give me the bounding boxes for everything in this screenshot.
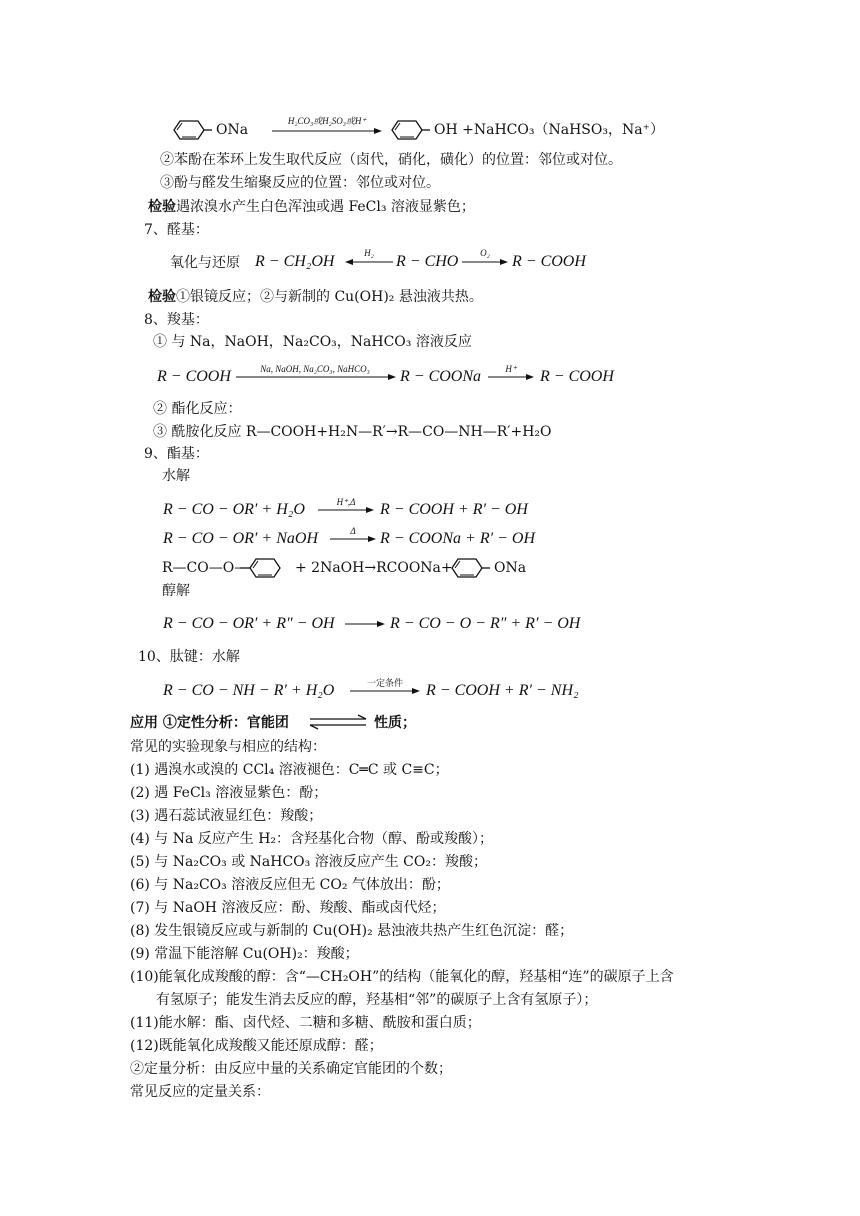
reagent-label: 一定条件: [366, 678, 403, 688]
test-text: 遇浓溴水产生白色浑浊或遇 FeCl₃ 溶液显紫色；: [176, 199, 475, 215]
reagent-label: Δ: [350, 526, 356, 536]
phenoxide-label: ONa: [216, 122, 249, 138]
text-line: ②定量分析：由反应中量的关系确定官能团的个数；: [130, 1061, 452, 1077]
application-heading: 性质；: [374, 715, 416, 731]
reaction-arrow-icon: [488, 372, 534, 382]
equation-term: + 2NaOH→RCOONa+: [295, 560, 453, 576]
reverse-arrow-icon: [345, 257, 393, 267]
equation-term: R − COOH: [512, 253, 586, 270]
reaction-arrow-icon: [318, 505, 374, 515]
reagent-label: Na, NaOH, Na₂CO₃, NaHCO₃: [260, 364, 370, 374]
equation-term: R − COOH + R′ − NH₂: [426, 682, 579, 699]
equation-term: R − CO − OR′ + NaOH: [163, 530, 318, 547]
equation-term: R − COONa + R′ − OH: [380, 530, 535, 547]
list-item: (9) 常温下能溶解 Cu(OH)₂：羧酸；: [130, 946, 359, 962]
list-item: (12)既能氧化成羧酸又能还原成醇：醛；: [130, 1038, 383, 1054]
list-item: (1) 遇溴水或溴的 CCl₄ 溶液褪色：C═C 或 C≡C；: [130, 762, 449, 778]
text-line: ③ 酰胺化反应 R—COOH+H₂N—R′→R—CO—NH—R′+H₂O: [153, 424, 552, 440]
list-item: (5) 与 Na₂CO₃ 或 NaHCO₃ 溶液反应产生 CO₂：羧酸；: [130, 854, 487, 870]
test-heading: 检验: [148, 289, 176, 305]
text-line: ③酚与醛发生缩聚反应的位置：邻位或对位。: [160, 175, 440, 191]
equilibrium-arrow-icon: [308, 715, 368, 729]
reaction-arrow-icon: [236, 372, 396, 382]
list-item: (6) 与 Na₂CO₃ 溶液反应但无 CO₂ 气体放出：酚；: [130, 877, 450, 893]
equation-term: R—CO—O—: [162, 560, 249, 576]
equation-label: 氧化与还原: [170, 255, 240, 271]
list-item: (8) 发生银镜反应或与新制的 Cu(OH)₂ 悬浊液共热产生红色沉淀：醛；: [130, 923, 574, 939]
phenol-product: OH +NaHCO₃（NaHSO₃，Na⁺）: [434, 122, 664, 138]
reagent-label: H⁺: [505, 364, 517, 374]
list-item: (3) 遇石蕊试液显红色：羧酸；: [130, 808, 323, 824]
text-line: ②苯酚在苯环上发生取代反应（卤代，硝化，磺化）的位置：邻位或对位。: [160, 152, 622, 168]
reagent-label: H₂CO₃或H₂SO₃或H⁺: [287, 116, 367, 126]
list-item: (10)能氧化成羧酸的醇：含“—CH₂OH”的结构（能氧化的醇，羟基相“连”的碳原子上含: [130, 969, 674, 985]
reaction-arrow-icon: [345, 619, 385, 629]
section-heading: 9、酯基：: [144, 446, 209, 462]
equation-term: R − CO − NH − R′ + H₂O: [163, 682, 335, 699]
equation-term: R − CO − O − R″ + R′ − OH: [390, 615, 581, 632]
application-heading: 应用 ①定性分析：官能团: [130, 715, 289, 731]
benzene-ring-icon: [240, 558, 284, 578]
equation-term: R − CO − OR′ + H₂O: [163, 501, 305, 518]
benzene-ring-icon: [386, 120, 426, 140]
reaction-arrow-icon: [272, 126, 382, 136]
benzene-ring-icon: [446, 558, 486, 578]
reagent-label: H₂: [364, 248, 374, 258]
sub-heading: 醇解: [162, 583, 190, 599]
equation-term: R − COOH + R′ − OH: [380, 501, 528, 518]
section-heading: 10、肽键：水解: [138, 649, 240, 665]
section-heading: 7、醛基：: [144, 222, 209, 238]
section-heading: 8、羧基：: [144, 312, 209, 328]
list-item: (11)能水解：酯、卤代烃、二糖和多糖、酰胺和蛋白质；: [130, 1015, 481, 1031]
reaction-arrow-icon: [330, 534, 376, 544]
text-line: ② 酯化反应：: [153, 401, 242, 417]
test-line: [148, 287, 483, 307]
equation-term: R − COONa: [400, 368, 482, 385]
reagent-label: O₂: [480, 248, 490, 258]
reaction-arrow-icon: [462, 257, 508, 267]
equation-term: R − COOH: [157, 368, 231, 385]
benzene-ring-icon: [168, 120, 208, 140]
equation-term: ONa: [494, 560, 527, 576]
equation-term: R − CH₂OH: [255, 253, 335, 270]
test-heading: 检验: [148, 199, 176, 215]
test-text: ①银镜反应；②与新制的 Cu(OH)₂ 悬浊液共热。: [176, 289, 483, 305]
equation-term: R − CHO: [396, 253, 459, 270]
sub-heading: 水解: [162, 468, 190, 484]
list-item: (4) 与 Na 反应产生 H₂：含羟基化合物（醇、酚或羧酸）；: [130, 831, 494, 847]
equation-term: R − CO − OR′ + R″ − OH: [163, 615, 335, 632]
text-line: 常见的实验现象与相应的结构：: [130, 739, 326, 755]
reagent-label: H⁺,Δ: [336, 497, 356, 507]
list-item: (7) 与 NaOH 溶液反应：酚、羧酸、酯或卤代烃；: [130, 900, 446, 916]
list-item: (2) 遇 FeCl₃ 溶液显紫色：酚；: [130, 785, 328, 801]
list-item: 有氢原子；能发生消去反应的醇，羟基相“邻”的碳原子上含有氢原子）；: [156, 992, 598, 1008]
test-line: [148, 197, 475, 217]
reaction-arrow-icon: [350, 686, 420, 696]
equation-term: R − COOH: [540, 368, 614, 385]
text-line: 常见反应的定量关系：: [130, 1084, 270, 1100]
text-line: ① 与 Na，NaOH，Na₂CO₃，NaHCO₃ 溶液反应: [153, 334, 472, 350]
